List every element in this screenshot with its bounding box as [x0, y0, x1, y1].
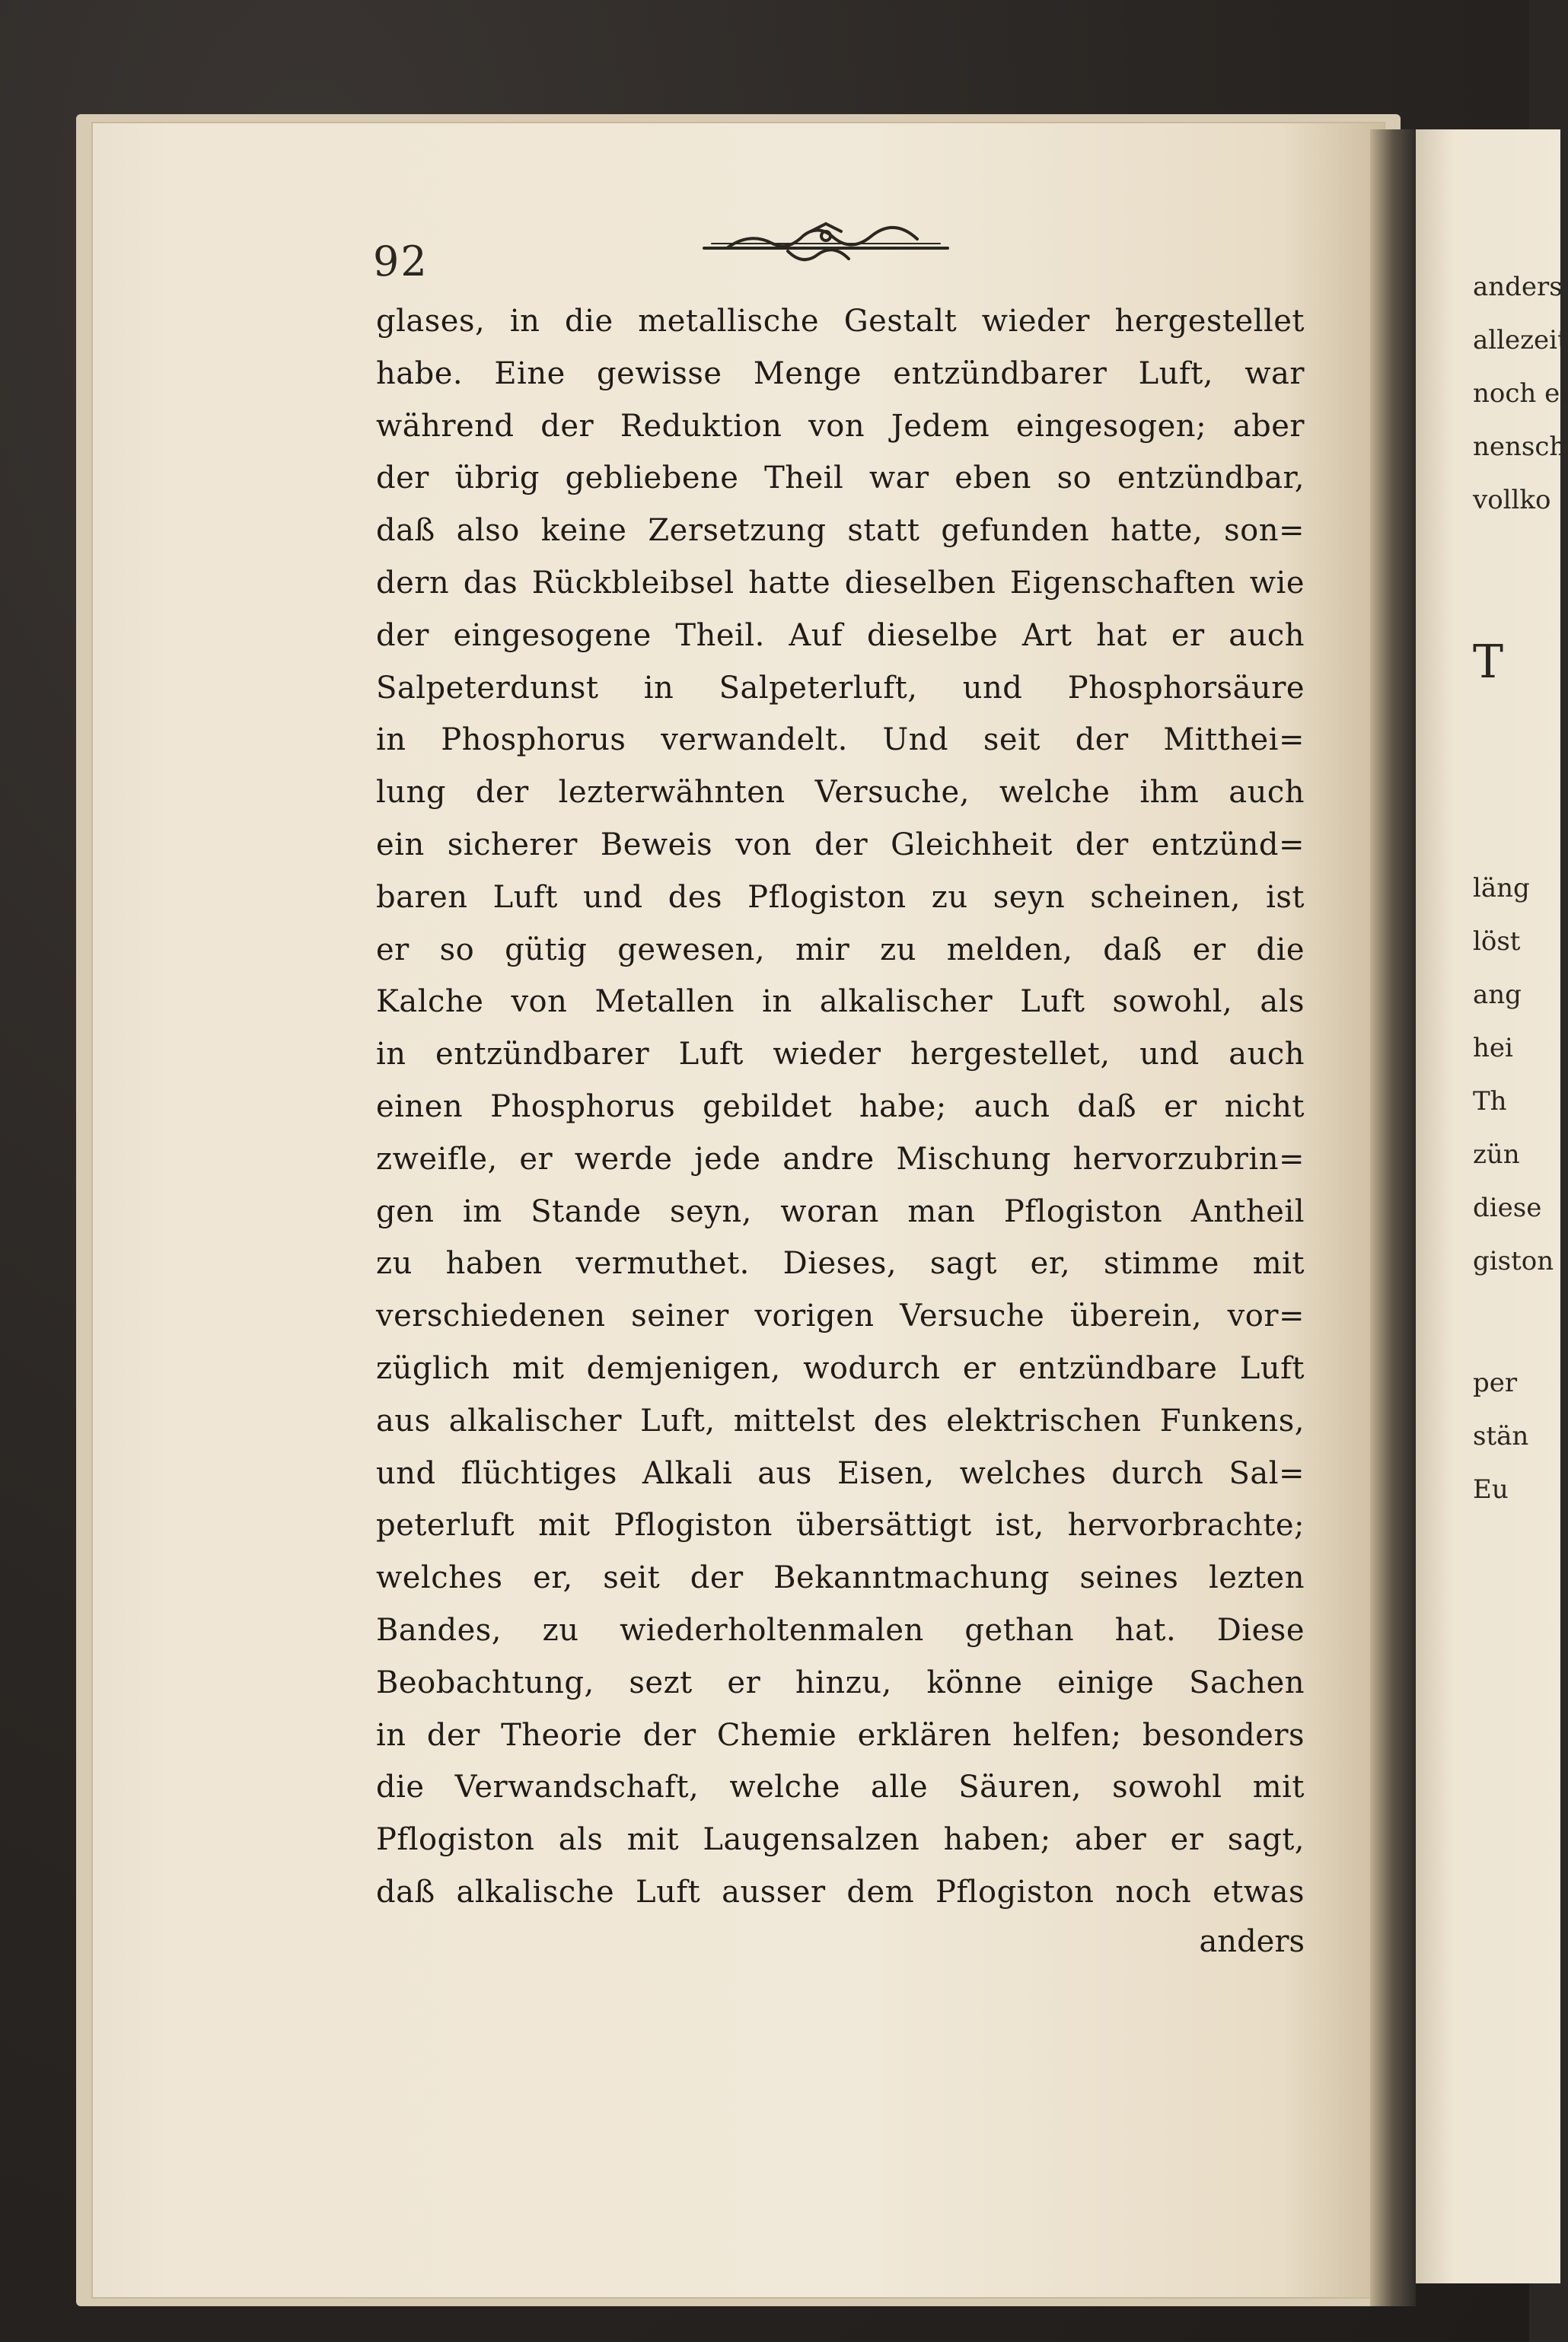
text-line: in der Theorie der Chemie erklären helfen; besonders — [376, 1717, 1305, 1753]
fragment: stän — [1473, 1421, 1529, 1451]
text-line: Salpeterdunst in Salpeterluft, und Phosphorsäure — [376, 670, 1305, 706]
text-line: baren Luft und des Pflogiston zu seyn scheinen, ist — [376, 879, 1305, 915]
text-line: und flüchtiges Alkali aus Eisen, welches durch Sal= — [376, 1455, 1305, 1491]
text-line: in entzündbarer Luft wieder hergestellet, und auch — [376, 1037, 1305, 1072]
body-text — [376, 295, 1305, 1959]
text-line: Kalche von Metallen in alkalischer Luft sowohl, als — [376, 984, 1305, 1020]
text-line: Beobachtung, sezt er hinzu, könne einige Sachen — [376, 1665, 1305, 1700]
fragment: zün — [1473, 1139, 1520, 1170]
text-line: während der Reduktion von Jedem eingesogen; aber — [376, 408, 1305, 444]
text-line: glases, in die metallische Gestalt wieder hergestellet — [376, 304, 1305, 339]
fragment: per — [1473, 1368, 1518, 1398]
text-line: daß also keine Zersetzung statt gefunden hatte, son= — [376, 513, 1305, 549]
text-line: zu haben vermuthet. Dieses, sagt er, stimme mit — [376, 1246, 1305, 1282]
fragment: läng — [1473, 873, 1530, 903]
text-line: Pflogiston als mit Laugensalzen haben; aber er sagt, — [376, 1822, 1305, 1858]
text-line: Bandes, zu wiederholtenmalen gethan hat. Diese — [376, 1612, 1305, 1648]
fragment: nensch — [1473, 432, 1566, 462]
fragment: anders — [1473, 272, 1563, 302]
fragment: hei — [1473, 1033, 1513, 1063]
fragment: Eu — [1473, 1474, 1509, 1505]
text-line: ein sicherer Beweis von der Gleichheit der entzünd= — [376, 827, 1305, 862]
text-line: aus alkalischer Luft, mittelst des elektrischen Funkens, — [376, 1403, 1305, 1439]
fragment: giston — [1473, 1246, 1554, 1276]
text-line: habe. Eine gewisse Menge entzündbarer Luft, war — [376, 355, 1305, 391]
catchword: anders — [1199, 1924, 1305, 1959]
text-line: gen im Stande seyn, woran man Pflogiston Antheil — [376, 1193, 1305, 1229]
fragment: Th — [1473, 1086, 1507, 1117]
text-line: dern das Rückbleibsel hatte dieselben Eigenschaften wie — [376, 565, 1305, 601]
text-line: der übrig gebliebene Theil war eben so entzündbar, — [376, 460, 1305, 496]
text-line: einen Phosphorus gebildet habe; auch daß er nicht — [376, 1088, 1305, 1124]
fragment: diese — [1473, 1193, 1542, 1223]
fragment: allezeit — [1473, 325, 1568, 355]
fragment: löst — [1473, 926, 1521, 957]
header-ornament-icon — [696, 221, 955, 274]
text-line: welches er, seit der Bekanntmachung seines lezten — [376, 1560, 1305, 1596]
book-gutter — [1370, 129, 1416, 2306]
text-line: lung der lezterwähnten Versuche, welche ihm auch — [376, 775, 1305, 811]
text-line: die Verwandschaft, welche alle Säuren, sowohl mit — [376, 1770, 1305, 1805]
fragment: ang — [1473, 980, 1522, 1010]
text-line: züglich mit demjenigen, wodurch er entzündbare Luft — [376, 1350, 1305, 1386]
text-line: der eingesogene Theil. Auf dieselbe Art hat er auch — [376, 617, 1305, 653]
text-line: daß alkalische Luft ausser dem Pflogiston noch etwas — [376, 1874, 1305, 1910]
text-line: peterluft mit Pflogiston übersättigt ist, hervorbrachte; — [376, 1508, 1305, 1544]
text-line: er so gütig gewesen, mir zu melden, daß er die — [376, 932, 1305, 967]
fragment: vollko — [1473, 485, 1551, 515]
fragment: noch ei — [1473, 378, 1568, 409]
text-line: verschiedenen seiner vorigen Versuche überein, vor= — [376, 1298, 1305, 1334]
text-line: zweifle, er werde jede andre Mischung hervorzubrin= — [376, 1141, 1305, 1177]
page-number: 92 — [373, 237, 429, 285]
fragment: T — [1473, 636, 1504, 689]
text-line: in Phosphorus verwandelt. Und seit der Mitthei= — [376, 722, 1305, 758]
